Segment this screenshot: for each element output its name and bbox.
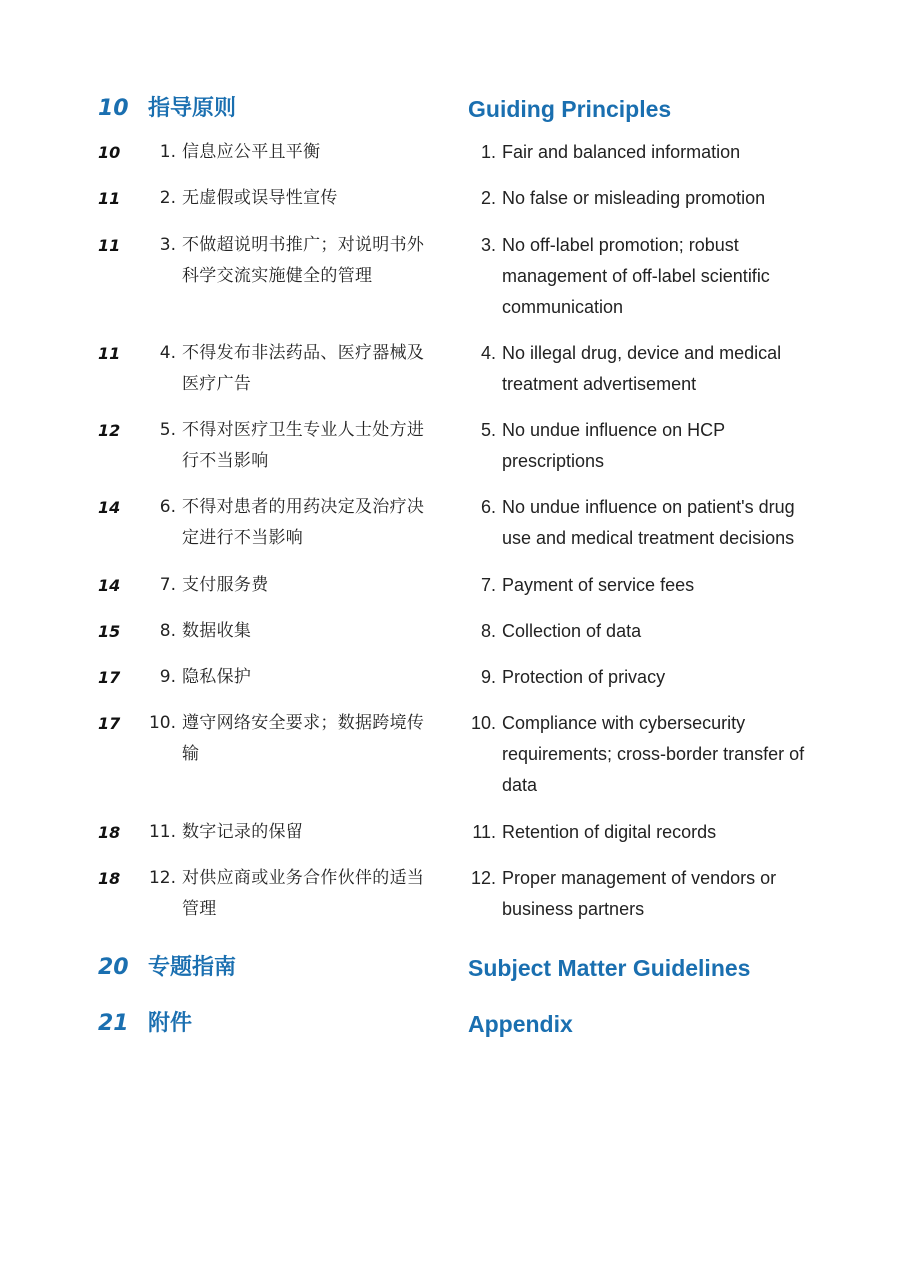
item-title-en: Collection of data (502, 621, 642, 641)
item-page-number: 14 (98, 576, 121, 595)
section-title-en: Guiding Principles (468, 96, 672, 122)
item-title-zh: 遵守网络安全要求；数据跨境传输 (182, 713, 425, 764)
section-page-number: 20 (98, 955, 129, 980)
section-title-zh: 指导原则 (148, 96, 237, 121)
item-number-en: 11. (472, 822, 496, 842)
item-title-zh: 隐私保护 (182, 667, 252, 687)
item-title-en: Fair and balanced information (502, 142, 741, 162)
item-number-en: 5. (480, 420, 496, 440)
item-title-en: Proper management of vendors or business partners (502, 868, 777, 919)
item-title-en: Protection of privacy (502, 667, 666, 687)
item-title-en: Payment of service fees (502, 575, 695, 595)
item-number-en: 10. (470, 713, 496, 733)
item-page-number: 11 (98, 344, 121, 363)
item-number-zh: 9. (159, 667, 176, 687)
section-page-number: 10 (98, 96, 129, 121)
item-number-en: 3. (480, 235, 496, 255)
item-number-en: 4. (480, 343, 496, 363)
item-number-en: 9. (480, 667, 496, 687)
item-title-en: No illegal drug, device and medical treatment advertisement (502, 343, 782, 394)
item-page-number: 17 (98, 714, 121, 733)
section-appendix (0, 1009, 911, 1043)
item-page-number: 18 (98, 823, 121, 842)
item-number-zh: 5. (159, 420, 176, 440)
item-number-zh: 11. (148, 822, 176, 842)
item-number-zh: 1. (159, 142, 176, 162)
section-subject-matter-guidelines (0, 953, 911, 987)
item-page-number: 10 (98, 143, 121, 162)
item-title-en: No undue influence on HCP prescriptions (502, 420, 725, 471)
item-title-en: No false or misleading promotion (502, 188, 766, 208)
item-number-zh: 12. (148, 868, 176, 888)
item-number-zh: 6. (159, 497, 176, 517)
item-number-en: 1. (480, 142, 496, 162)
item-title-zh: 支付服务费 (182, 575, 269, 595)
item-number-en: 7. (480, 575, 496, 595)
section-page-number: 21 (98, 1011, 129, 1036)
item-page-number: 18 (98, 869, 121, 888)
item-page-number: 12 (98, 421, 121, 440)
item-page-number: 11 (98, 236, 121, 255)
item-title-zh: 不得发布非法药品、医疗器械及医疗广告 (182, 343, 425, 394)
item-title-zh: 不得对医疗卫生专业人士处方进行不当影响 (182, 420, 425, 471)
item-number-en: 6. (480, 497, 496, 517)
section-title-en: Subject Matter Guidelines (468, 955, 751, 981)
item-title-zh: 对供应商或业务合作伙伴的适当管理 (182, 868, 425, 919)
item-title-zh: 无虚假或误导性宣传 (182, 188, 338, 208)
item-page-number: 14 (98, 498, 121, 517)
item-number-zh: 10. (148, 713, 176, 733)
item-page-number: 11 (98, 189, 121, 208)
item-title-en: Retention of digital records (502, 822, 717, 842)
item-title-zh: 信息应公平且平衡 (182, 142, 321, 162)
section-title-zh: 专题指南 (148, 955, 237, 980)
item-title-en: No undue influence on patient's drug use and medical treatment decisions (502, 497, 795, 548)
item-title-en: Compliance with cybersecurity requirements; cross-border transfer of data (502, 713, 805, 795)
item-title-zh: 数据收集 (182, 621, 252, 641)
item-title-zh: 不得对患者的用药决定及治疗决定进行不当影响 (182, 497, 425, 548)
item-number-zh: 4. (159, 343, 176, 363)
item-number-en: 8. (480, 621, 496, 641)
item-title-zh: 不做超说明书推广；对说明书外科学交流实施健全的管理 (182, 235, 425, 286)
item-number-zh: 8. (159, 621, 176, 641)
section-title-en: Appendix (468, 1011, 573, 1037)
item-number-en: 12. (470, 868, 496, 888)
item-page-number: 17 (98, 668, 121, 687)
item-title-zh: 数字记录的保留 (182, 822, 304, 842)
item-number-zh: 2. (159, 188, 176, 208)
item-number-en: 2. (480, 188, 496, 208)
item-title-en: No off-label promotion; robust management of off-label scientific communication (502, 235, 770, 317)
item-page-number: 15 (98, 622, 121, 641)
item-number-zh: 3. (159, 235, 176, 255)
item-number-zh: 7. (159, 575, 176, 595)
section-guiding-principles (0, 94, 911, 128)
section-title-zh: 附件 (148, 1011, 193, 1036)
